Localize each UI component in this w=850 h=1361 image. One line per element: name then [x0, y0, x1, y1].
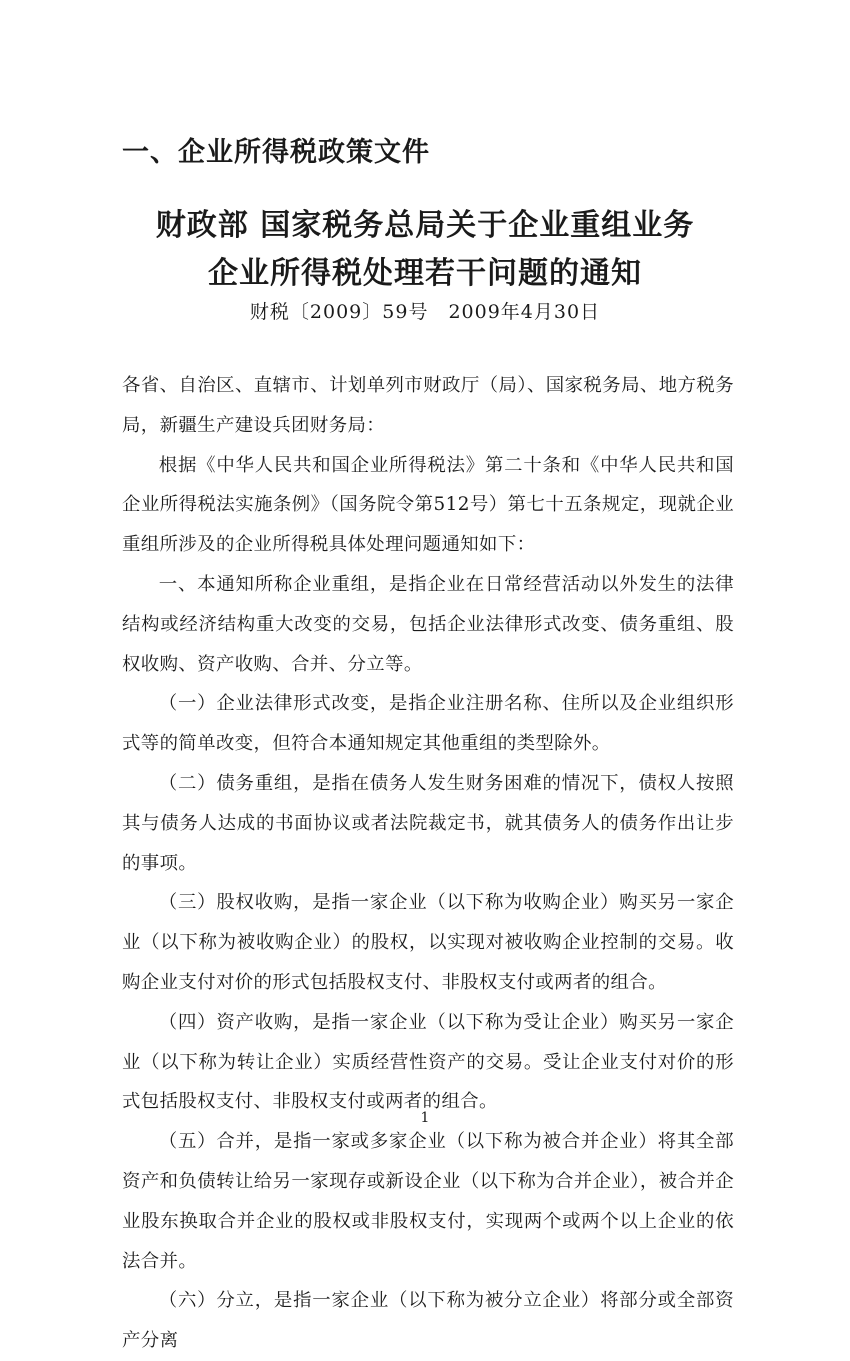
document-reference: 财税〔2009〕59号 2009年4月30日 — [249, 301, 601, 323]
addressee-paragraph: 各省、自治区、直辖市、计划单列市财政厅（局）、国家税务局、地方税务局，新疆生产建设兵团财务局： — [122, 375, 734, 436]
body-paragraph: 一、本通知所称企业重组，是指企业在日常经营活动以外发生的法律结构或经济结构重大改变的交易，包括企业法律形式改变、债务重组、股权收购、资产收购、合并、分立等。 — [122, 573, 734, 675]
document-title-line-1: 财政部 国家税务总局关于企业重组业务 — [155, 208, 695, 243]
body-paragraph: 根据《中华人民共和国企业所得税法》第二十条和《中华人民共和国企业所得税法实施条例》（国务院令第512号）第七十五条规定，现就企业重组所涉及的企业所得税具体处理问题通知如下： — [122, 454, 734, 556]
document-body — [122, 366, 734, 1361]
body-paragraph: （五）合并，是指一家或多家企业（以下称为被合并企业）将其全部资产和负债转让给另一家现存或新设企业（以下称为合并企业），被合并企业股东换取合并企业的股权或非股权支付，实现两个或两个以上企业的依法合并。 — [122, 1131, 734, 1272]
body-paragraph: （一）企业法律形式改变，是指企业注册名称、住所以及企业组织形式等的简单改变，但符合本通知规定其他重组的类型除外。 — [122, 693, 734, 755]
body-paragraph: （三）股权收购，是指一家企业（以下称为收购企业）购买另一家企业（以下称为被收购企业）的股权，以实现对被收购企业控制的交易。收购企业支付对价的形式包括股权支付、非股权支付或两者的组合。 — [122, 892, 734, 993]
body-paragraph: （二）债务重组，是指在债务人发生财务困难的情况下，债权人按照其与债务人达成的书面协议或者法院裁定书，就其债务人的债务作出让步的事项。 — [122, 772, 734, 874]
body-paragraph: （六）分立，是指一家企业（以下称为被分立企业）将部分或全部资产分离 — [122, 1290, 734, 1352]
section-heading: 一、企业所得税政策文件 — [122, 137, 430, 168]
document-title-line-2: 企业所得税处理若干问题的通知 — [208, 256, 642, 291]
page-number: 1 — [420, 1110, 430, 1126]
body-paragraph: （四）资产收购，是指一家企业（以下称为受让企业）购买另一家企业（以下称为转让企业）实质经营性资产的交易。受让企业支付对价的形式包括股权支付、非股权支付或两者的组合。 — [122, 1011, 734, 1113]
